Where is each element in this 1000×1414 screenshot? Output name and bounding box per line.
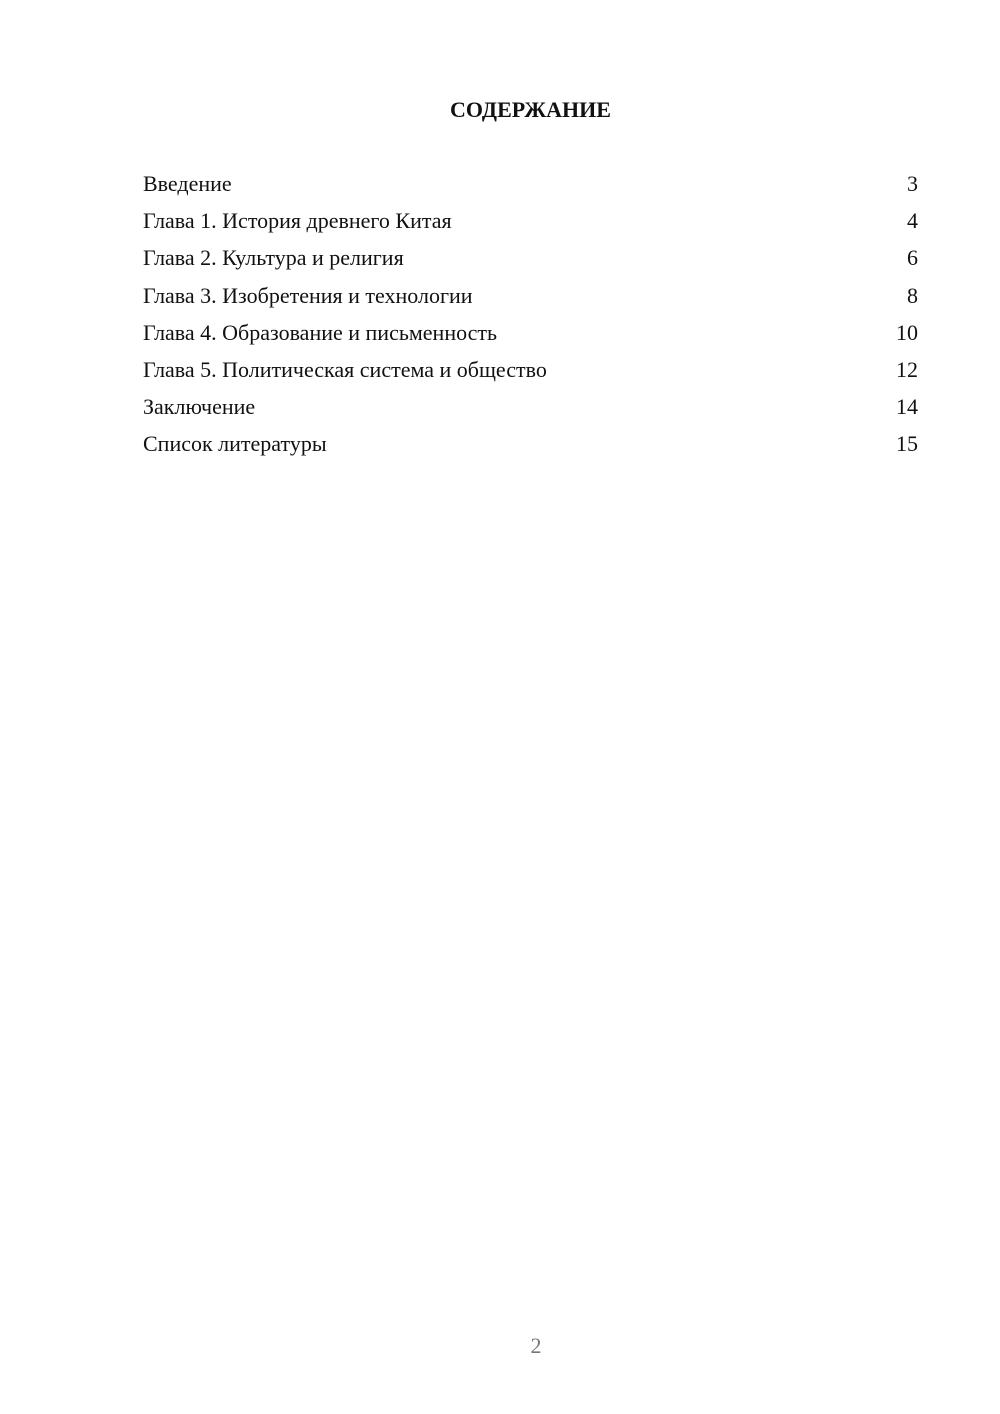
toc-item-conclusion[interactable] bbox=[143, 391, 918, 428]
toc-item-page: 10 bbox=[896, 319, 918, 345]
page-number: 2 bbox=[530, 1333, 542, 1358]
toc-item-label: Глава 4. Образование и письменность bbox=[143, 319, 498, 345]
page-title: СОДЕРЖАНИЕ bbox=[450, 97, 611, 122]
toc-item-page: 4 bbox=[907, 208, 918, 234]
toc-item-page: 15 bbox=[896, 431, 918, 457]
toc-item-label: Глава 3. Изобретения и технологии bbox=[143, 282, 473, 308]
toc-item-label: Заключение bbox=[143, 394, 256, 420]
toc-item-references[interactable] bbox=[143, 428, 918, 465]
toc-item-page: 14 bbox=[896, 394, 918, 420]
toc-item-chapter-2[interactable] bbox=[143, 242, 918, 279]
toc-item-page: 3 bbox=[907, 171, 918, 196]
toc-item-introduction[interactable] bbox=[143, 168, 918, 205]
toc-item-label: Глава 1. История древнего Китая bbox=[143, 208, 452, 234]
toc-item-chapter-1[interactable] bbox=[143, 205, 918, 242]
toc-item-page: 6 bbox=[907, 245, 918, 271]
toc-item-label: Глава 2. Культура и религия bbox=[143, 245, 404, 271]
table-of-contents bbox=[143, 168, 918, 466]
toc-item-label: Глава 5. Политическая система и общество bbox=[143, 356, 547, 382]
toc-item-label: Введение bbox=[143, 171, 232, 196]
toc-item-chapter-5[interactable] bbox=[143, 354, 918, 391]
toc-item-page: 12 bbox=[896, 356, 918, 382]
toc-item-chapter-3[interactable] bbox=[143, 280, 918, 317]
toc-item-page: 8 bbox=[907, 282, 918, 308]
toc-item-label: Список литературы bbox=[143, 431, 327, 457]
toc-item-chapter-4[interactable] bbox=[143, 317, 918, 354]
